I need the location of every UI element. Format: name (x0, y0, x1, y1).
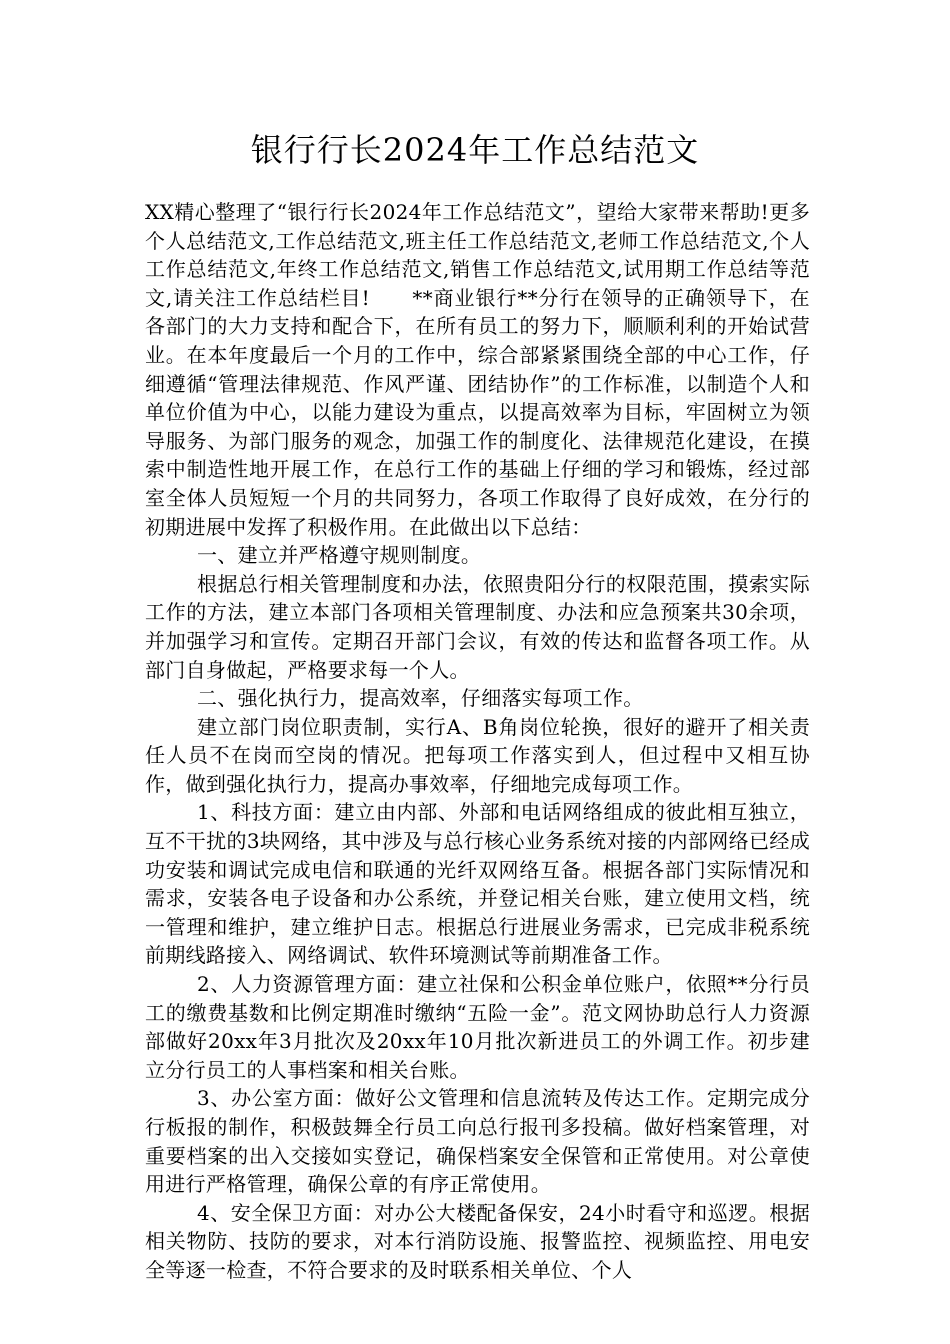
section-paragraph-2: 建立部门岗位职责制，实行A、B角岗位轮换，很好的避开了相关责任人员不在岗而空岗的情况。把每项工作落实到人，但过程中又相互协作，做到强化执行力，提高办事效率，仔细地完成每项工作。 (145, 714, 810, 796)
document-body (145, 198, 810, 1285)
section-paragraph-1: 根据总行相关管理制度和办法，依照贵阳分行的权限范围，摸索实际工作的方法，建立本部门各项相关管理制度、办法和应急预案共30余项，并加强学习和宣传。定期召开部门会议，有效的传达和监督各项工作。从部门自身做起，严格要求每一个人。 (145, 571, 810, 682)
section-heading-1: 一、建立并严格遵守规则制度。 (197, 543, 482, 568)
intro-paragraph: XX精心整理了“银行行长2024年工作总结范文”，望给大家带来帮助!更多个人总结范文,工作总结范文,班主任工作总结范文,老师工作总结范文,个人工作总结范文,年终工作总结范文,销售工作总结范文,试用期工作总结等范文,请关注工作总结栏目! **商业银行**分行在领导的正确领导下，在各部门的大力支持和配合下，在所有员工的努力下，顺顺利利的开始试营业。在本年度最后一个月的工作中，综合部紧紧围绕全部的中心工作，仔细遵循“管理法律规范、作风严谨、团结协作”的工作标准，以制造个人和单位价值为中心，以能力建设为重点，以提高效率为目标，牢固树立为领导服务、为部门服务的观念，加强工作的制度化、法律规范化建设，在摸索中制造性地开展工作，在总行工作的基础上仔细的学习和锻炼，经过部室全体人员短短一个月的共同努力，各项工作取得了良好成效，在分行的初期进展中发挥了积极作用。在此做出以下总结： (145, 200, 810, 539)
item-office: 3、办公室方面：做好公文管理和信息流转及传达工作。定期完成分行板报的制作，积极鼓舞全行员工向总行报刊多投稿。做好档案管理，对重要档案的出入交接如实登记，确保档案安全保管和正常使用。对公章使用进行严格管理，确保公章的有序正常使用。 (145, 1086, 810, 1197)
document-title: 银行行长2024年工作总结范文 (250, 131, 700, 169)
section-heading-2: 二、强化执行力，提高效率，仔细落实每项工作。 (197, 686, 644, 711)
item-technology: 1、科技方面：建立由内部、外部和电话网络组成的彼此相互独立，互不干扰的3块网络，其中涉及与总行核心业务系统对接的内部网络已经成功安装和调试完成电信和联通的光纤双网络互备。根据各部门实际情况和需求，安装各电子设备和办公系统，并登记相关台账，建立使用文档，统一管理和维护，建立维护日志。根据总行进展业务需求，已完成非税系统前期线路接入、网络调试、软件环境测试等前期准备工作。 (145, 800, 810, 968)
item-human-resources: 2、人力资源管理方面：建立社保和公积金单位账户，依照**分行员工的缴费基数和比例定期准时缴纳“五险一金”。范文网协助总行人力资源部做好20xx年3月批次及20xx年10月批次新进员工的外调工作。初步建立分行员工的人事档案和相关台账。 (145, 972, 810, 1082)
item-security: 4、安全保卫方面：对办公大楼配备保安，24小时看守和巡逻。根据相关物防、技防的要求，对本行消防设施、报警监控、视频监控、用电安全等逐一检查，不符合要求的及时联系相关单位、个人 (145, 1200, 810, 1282)
